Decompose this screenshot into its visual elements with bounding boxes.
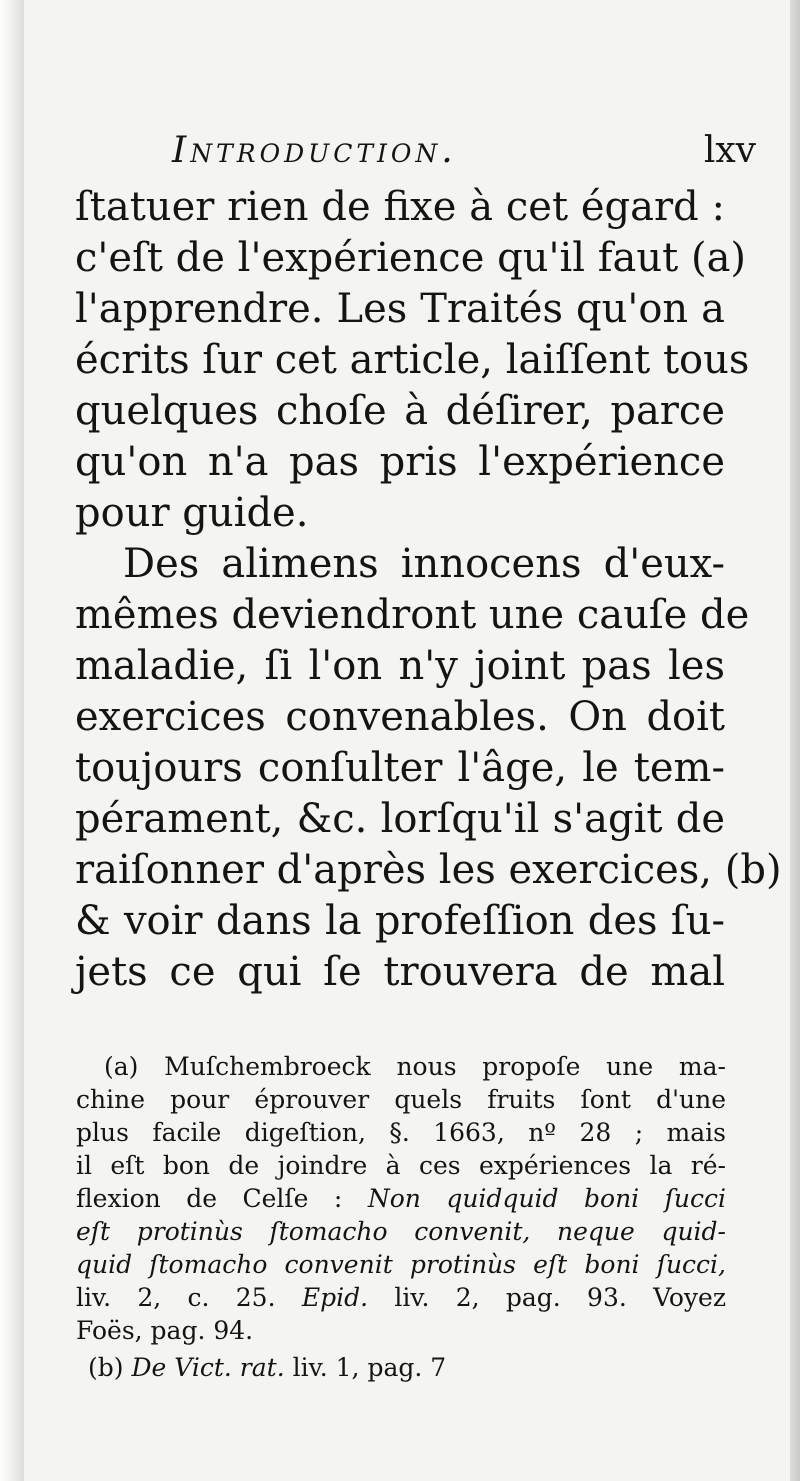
footnote-a-line: (a) Muſchembroeck nous propoſe une ma- (104, 1052, 726, 1081)
footnote-b-marker: (b) (88, 1353, 124, 1382)
footnotes (76, 1050, 726, 1384)
text-line: exercices convenables. On doit (75, 694, 725, 740)
footnote-a-line: Foës, pag. 94. (76, 1316, 254, 1345)
text-line: toujours conſulter l'âge, le tem- (75, 745, 725, 791)
text-line: maladie, ſi l'on n'y joint pas les (75, 643, 725, 689)
main-text (75, 182, 782, 998)
footnote-a-latin: Non quidquid boni ſucci (367, 1184, 726, 1213)
text-line: jets ce qui ſe trouvera de mal (75, 949, 725, 995)
footnote-a-text: flexion de Celſe : (76, 1184, 343, 1213)
footnote-a-line: quid ſtomacho convenit protinùs eſt boni ſucci, (76, 1250, 726, 1279)
footnote-a-line: eſt protinùs ſtomacho convenit, neque quid- (76, 1217, 726, 1246)
page-edge (790, 0, 800, 1481)
text-line: & voir dans la profeſſion des ſu- (75, 898, 725, 944)
text-line: quelques choſe à déſirer, parce (75, 388, 725, 434)
footnote-a-line: il eſt bon de joindre à ces expériences la ré- (76, 1151, 726, 1180)
footnote-a-line (76, 1281, 726, 1314)
gutter-shadow (0, 0, 24, 1481)
page-number: lxv (703, 130, 756, 171)
running-title: Introduction. (172, 130, 457, 171)
footnote-a-text: liv. 2, pag. 93. Voyez (394, 1283, 726, 1312)
text-line: mêmes deviendront une cauſe de (75, 592, 750, 638)
footnote-b-rest: liv. 1, pag. 7 (292, 1353, 447, 1382)
text-line: écrits ſur cet article, laiſſent tous (75, 337, 750, 383)
footnote-b (76, 1351, 726, 1384)
footnote-a-line (76, 1182, 726, 1215)
text-line: c'eſt de l'expérience qu'il faut (a) (75, 235, 747, 281)
footnote-a-latin: Epid. (301, 1283, 369, 1312)
footnote-b-title: De Vict. rat. (131, 1353, 285, 1382)
text-line: Des alimens innocens d'eux- (123, 541, 725, 587)
text-line: qu'on n'a pas pris l'expérience (75, 439, 725, 485)
footnote-a-text: liv. 2, c. 25. (76, 1283, 276, 1312)
text-line: pour guide. (75, 490, 309, 536)
text-line: raiſonner d'après les exercices, (b) (75, 847, 782, 893)
footnote-a-line: chine pour éprouver quels fruits ſont d'une (76, 1085, 726, 1114)
text-line: pérament, &c. lorſqu'il s'agit de (75, 796, 725, 842)
page-header (160, 122, 770, 178)
text-line: l'apprendre. Les Traités qu'on a (75, 286, 725, 332)
footnote-a-line: plus facile digeſtion, §. 1663, nº 28 ; mais (76, 1118, 726, 1147)
text-line: ſtatuer rien de fixe à cet égard : (75, 184, 725, 230)
